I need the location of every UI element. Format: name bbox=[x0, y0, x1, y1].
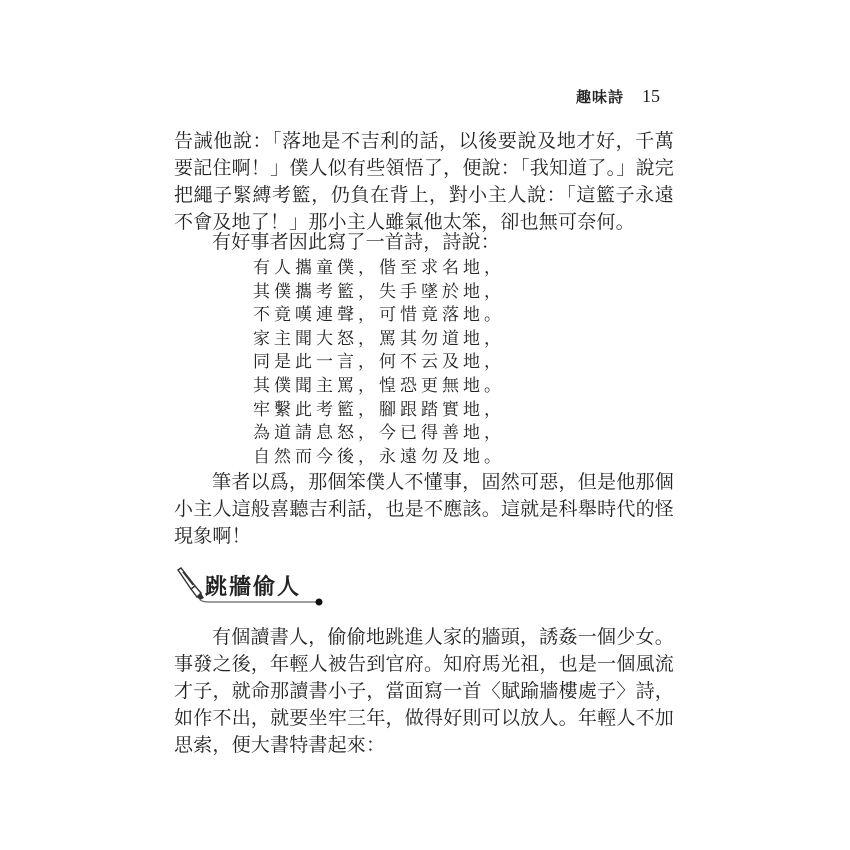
poem-line: 同是此一言，何不云及地， bbox=[253, 352, 505, 373]
poem-line: 其僕攜考籃，失手墜於地， bbox=[253, 281, 505, 302]
running-title: 趣味詩 bbox=[575, 88, 624, 106]
poem-line: 家主聞大怒，罵其勿道地， bbox=[253, 328, 505, 349]
page-number: 15 bbox=[642, 86, 660, 106]
poem-line: 有人攜童僕，偕至求名地， bbox=[253, 258, 505, 278]
poem-line: 牢繫此考籃，腳跟踏實地， bbox=[253, 399, 505, 420]
section-heading bbox=[175, 566, 325, 610]
poem-line: 為道請息怒，今已得善地， bbox=[253, 423, 505, 444]
poem-intro: 有好事者因此寫了一首詩，詩說： bbox=[212, 231, 501, 253]
poem-line: 自然而今後，永遠勿及地。 bbox=[253, 446, 505, 467]
poem bbox=[253, 257, 505, 469]
poem-line: 不竟嘆連聲，可惜竟落地。 bbox=[253, 305, 505, 326]
author-commentary: 筆者以爲，那個笨僕人不懂事，固然可惡，但是他那個小主人這般喜聽吉利話，也是不應該。這就是科舉時代的怪現象啊！ bbox=[174, 471, 674, 547]
poem-line: 其僕聞主罵，惶恐更無地。 bbox=[253, 375, 505, 396]
story-paragraph: 有個讀書人，偷偷地跳進人家的牆頭，誘姦一個少女。事發之後，年輕人被告到官府。知府馬光祖，也是一個風流才子，就命那讀書小子，當面寫一首〈賦踰牆樓處子〉詩，如作不出，就要坐牢三年，做得好則可以放人。年輕人不加思索，便大書特書起來： bbox=[174, 626, 674, 756]
running-header bbox=[576, 86, 660, 107]
section-title: 跳牆偷人 bbox=[205, 575, 302, 600]
paragraph-continuation: 告誡他說：「落地是不吉利的話，以後要說及地才好，千萬要記住啊！」僕人似有些領悟了，便說：「我知道了。」說完把繩子緊縛考籃，仍負在背上，對小主人說：「這籃子永遠不會及地了！」那小主人雖氣他太笨，卻也無可奈何。 bbox=[174, 130, 674, 233]
